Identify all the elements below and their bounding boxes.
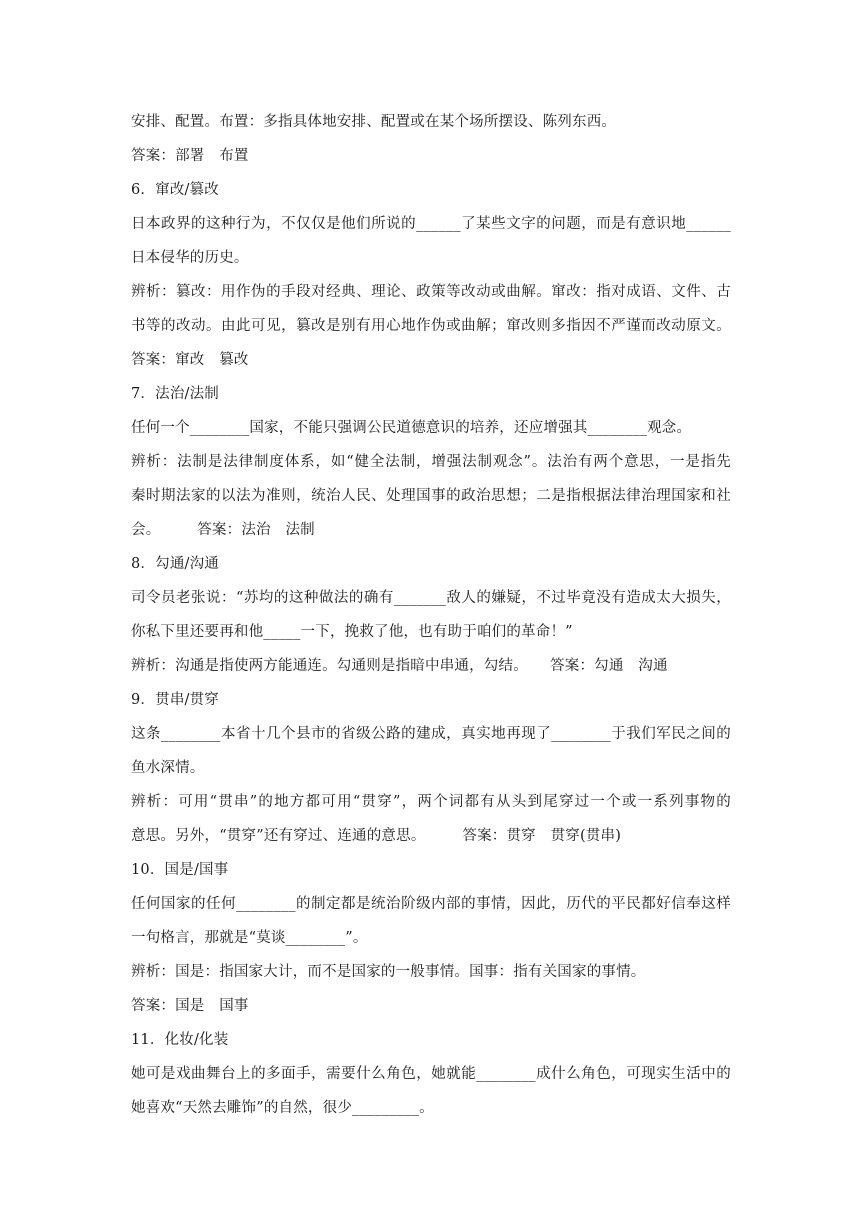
analysis-line: 辨析：国是：指国家大计，而不是国家的一般事情。国事：指有关国家的事情。 (131, 964, 646, 980)
item-heading: 10．国是/国事 (131, 862, 229, 878)
item-heading: 7．法治/法制 (131, 386, 220, 402)
question-line: 鱼水深情。 (131, 760, 205, 776)
question-line: 一句格言，那就是“莫谈________”。 (131, 930, 368, 946)
question-line: 她喜欢“天然去雕饰”的自然，很少_________。 (131, 1100, 434, 1116)
text-line: 安排、配置。布置：多指具体地安排、配置或在某个场所摆设、陈列东西。 (131, 114, 617, 130)
analysis-line: 书等的改动。由此可见，篡改是别有用心地作伪或曲解；窜改则多指因不严谨而改动原文。 (131, 318, 731, 334)
question-line: 你私下里还要再和他_____一下，挽救了他，也有助于咱们的革命！” (131, 624, 573, 640)
item-heading: 9．贯串/贯穿 (131, 692, 220, 708)
analysis-line: 辨析：可用“贯串”的地方都可用“贯穿”，两个词都有从头到尾穿过一个或一系列事物的 (131, 794, 731, 810)
answer-line: 答案：部署 布置 (131, 148, 249, 164)
analysis-answer-line: 辨析：沟通是指使两方能通连。勾通则是指暗中串通，勾结。 答案：勾通 沟通 (131, 658, 668, 674)
question-line: 这条________本省十几个县市的省级公路的建成，真实地再现了________于我们军民之间的 (131, 726, 731, 742)
question-line: 日本政界的这种行为，不仅仅是他们所说的______了某些文字的问题，而是有意识地______ (131, 216, 731, 232)
analysis-line: 秦时期法家的以法为准则，统治人民、处理国事的政治思想；二是指根据法律治理国家和社 (131, 488, 731, 504)
answer-line: 答案：国是 国事 (131, 998, 249, 1014)
item-heading: 6．窜改/篡改 (131, 182, 220, 198)
question-line: 任何国家的任何________的制定都是统治阶级内部的事情，因此，历代的平民都好信奉这样 (131, 896, 731, 912)
question-line: 任何一个________国家，不能只强调公民道德意识的培养，还应增强其________观念。 (131, 420, 692, 436)
question-line: 日本侵华的历史。 (131, 250, 249, 266)
question-line: 她可是戏曲舞台上的多面手，需要什么角色，她就能________成什么角色，可现实生活中的 (131, 1066, 731, 1082)
item-heading: 11．化妆/化装 (131, 1032, 229, 1048)
analysis-line: 辨析：篡改：用作伪的手段对经典、理论、政策等改动或曲解。窜改：指对成语、文件、古 (131, 284, 731, 300)
question-line: 司令员老张说：“苏均的这种做法的确有_______敌人的嫌疑，不过毕竟没有造成太大损失， (131, 590, 731, 606)
answer-line: 答案：窜改 篡改 (131, 352, 249, 368)
analysis-line: 辨析：法制是法律制度体系，如“健全法制，增强法制观念”。法治有两个意思，一是指先 (131, 454, 731, 470)
item-heading: 8．勾通/沟通 (131, 556, 220, 572)
analysis-answer-line: 意思。另外，“贯穿”还有穿过、连通的意思。 答案：贯穿 贯穿(贯串) (131, 828, 622, 844)
analysis-answer-line: 会。 答案：法治 法制 (131, 522, 315, 538)
